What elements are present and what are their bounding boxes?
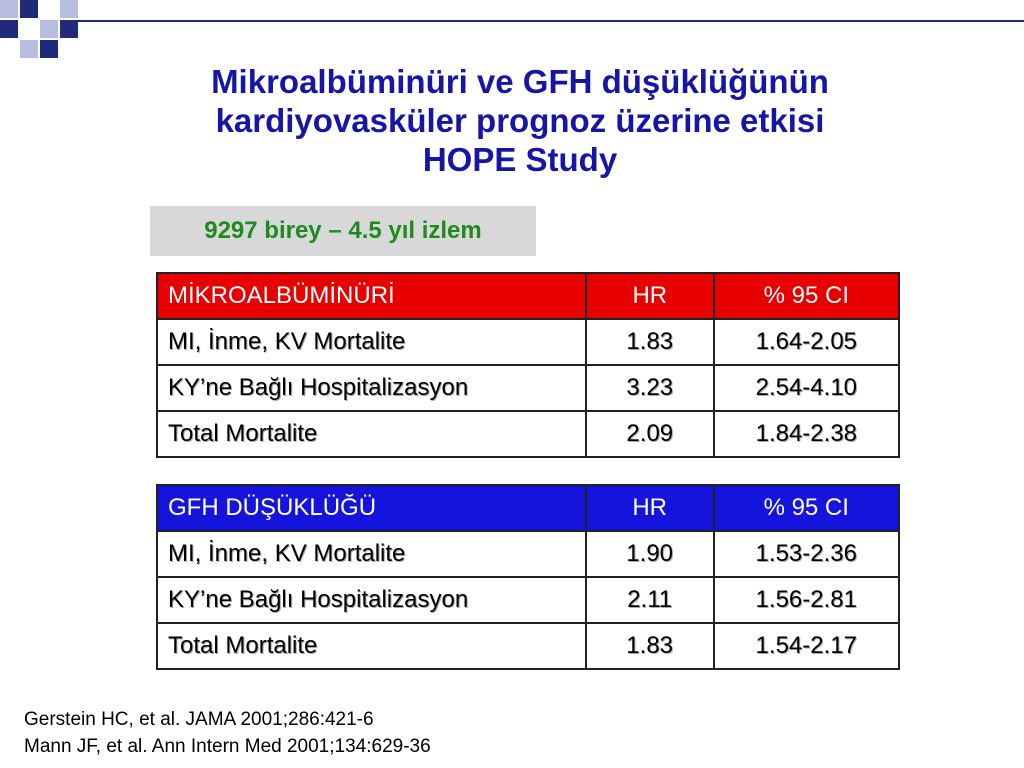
header-cell-label: MİKROALBÜMİNÜRİ — [157, 273, 586, 319]
cohort-summary-text: 9297 birey – 4.5 yıl izlem — [204, 217, 482, 244]
table-row — [157, 411, 899, 457]
outcome-cell: MI, İnme, KV Mortalite — [157, 531, 586, 577]
ci-cell: 2.54-4.10 — [714, 365, 899, 411]
hr-cell: 1.90 — [586, 531, 714, 577]
ci-cell: 1.64-2.05 — [714, 319, 899, 365]
table-row — [157, 319, 899, 365]
reference-item: Mann JF, et al. Ann Intern Med 2001;134:629-36 — [24, 736, 431, 757]
header-cell-hr: HR — [586, 485, 714, 531]
header-cell-hr: HR — [586, 273, 714, 319]
table-row — [157, 365, 899, 411]
decorative-square — [0, 20, 18, 38]
cohort-summary-box — [150, 206, 536, 256]
outcome-cell: Total Mortalite — [157, 623, 586, 669]
references — [24, 706, 431, 760]
hr-cell: 3.23 — [586, 365, 714, 411]
ci-cell: 1.56-2.81 — [714, 577, 899, 623]
title-line-1: Mikroalbüminüri ve GFH düşüklüğünün — [211, 63, 829, 100]
hr-cell: 1.83 — [586, 623, 714, 669]
outcome-cell: KY’ne Bağlı Hospitalizasyon — [157, 577, 586, 623]
top-divider-line — [78, 20, 1024, 22]
ci-cell: 1.53-2.36 — [714, 531, 899, 577]
hr-cell: 2.11 — [586, 577, 714, 623]
hr-cell: 1.83 — [586, 319, 714, 365]
ci-cell: 1.84-2.38 — [714, 411, 899, 457]
microalbuminuria-table — [156, 272, 900, 458]
slide-title — [140, 62, 900, 179]
hr-cell: 2.09 — [586, 411, 714, 457]
gfh-table — [156, 484, 900, 670]
table-row — [157, 577, 899, 623]
table-header-row — [157, 485, 899, 531]
ci-cell: 1.54-2.17 — [714, 623, 899, 669]
decorative-square — [40, 40, 58, 58]
title-line-3: HOPE Study — [422, 141, 618, 178]
decorative-square — [20, 40, 38, 58]
decorative-square — [60, 0, 78, 18]
decorative-square — [60, 20, 78, 38]
outcome-cell: MI, İnme, KV Mortalite — [157, 319, 586, 365]
title-line-2: kardiyovasküler prognoz üzerine etkisi — [215, 102, 825, 139]
decorative-square — [0, 0, 18, 18]
header-cell-ci: % 95 CI — [714, 485, 899, 531]
outcome-cell: KY’ne Bağlı Hospitalizasyon — [157, 365, 586, 411]
table-row — [157, 623, 899, 669]
outcome-cell: Total Mortalite — [157, 411, 586, 457]
header-cell-ci: % 95 CI — [714, 273, 899, 319]
table-header-row — [157, 273, 899, 319]
header-cell-label: GFH DÜŞÜKLÜĞÜ — [157, 485, 586, 531]
decorative-square — [40, 20, 58, 38]
decorative-square — [20, 0, 38, 18]
reference-item: Gerstein HC, et al. JAMA 2001;286:421-6 — [24, 709, 374, 730]
table-row — [157, 531, 899, 577]
